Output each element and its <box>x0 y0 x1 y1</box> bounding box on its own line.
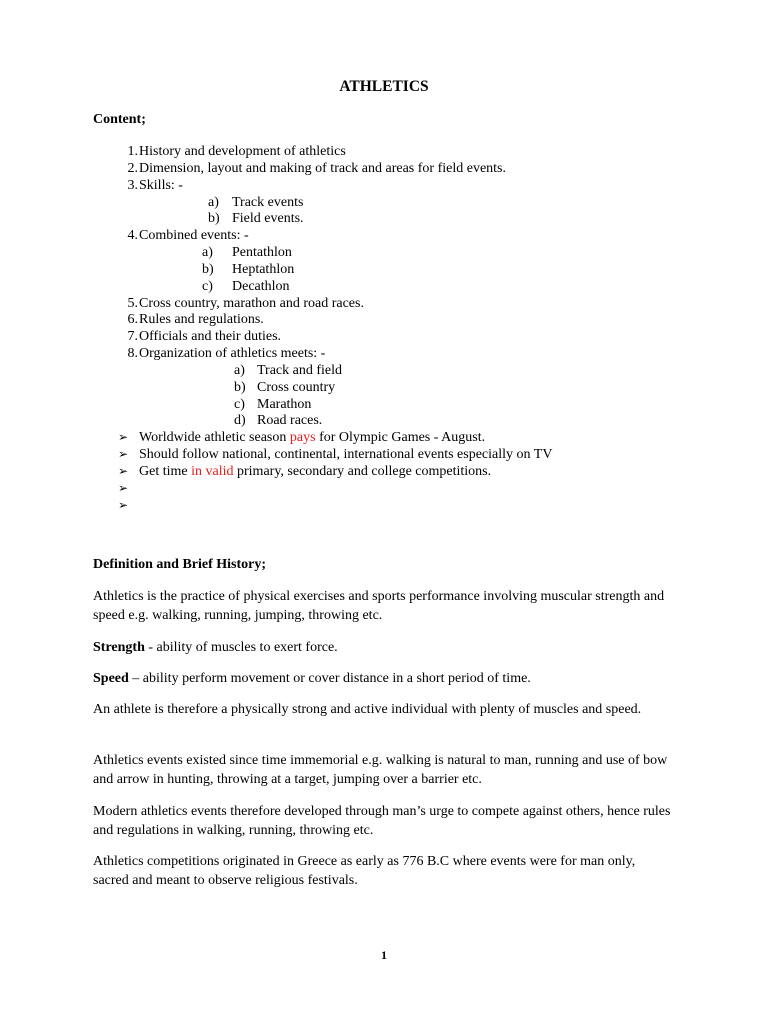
content-heading: Content; <box>93 112 146 127</box>
bullet-item <box>118 497 128 514</box>
paragraph: Strength - ability of muscles to exert force. <box>93 640 338 655</box>
sub-list-item: d) Road races. <box>234 413 323 428</box>
document-page: ATHLETICS Content; 1. History and development of athletics 2. Dimension, layout and making of track and areas for field events. 3. Skills: - a) Track events b) Field events. 4. Combined events: - a) Pentathlon b) Heptathlon c) Decathlon 5. Cross country, marathon and road races. 6. Rules and regulations. 7. Officials and their duties. 8. Organization of athletics meets: - a) Track and field b) Cross country c) Marathon d) Road races. ➢ Worldwide athletic season pays for Olympic Games - August. ➢ Should follow national, continental, international events especially on TV ➢ Get time in valid primary, secondary and college competitions. ➢ ➢ Definition and Brief History; Athletics is the practice of physical exercises and sports performance involving muscular strength and speed e.g. walking, running, jumping, throwing etc. Strength - ability of muscles to exert force. Speed – ability perform movement or cover distance in a short period of time. An athlete is therefore a physically strong and active individual with plenty of muscles and speed. Athletics events existed since time immemorial e.g. walking is natural to man, running and use of bow and arrow in hunting, throwing at a target, jumping over a barrier etc. Modern athletics events therefore developed through man’s urge to compete against others, hence rules and regulations in walking, running, throwing etc. Athletics competitions originated in Greece as early as 776 B.C where events were for man only, sacred and meant to observe religious festivals. 1 <box>0 0 768 1024</box>
paragraph: Athletics competitions originated in Greece as early as 776 B.C where events were for man only, sacred and meant to observe religious festivals. <box>93 854 636 888</box>
paragraph: Speed – ability perform movement or cover distance in a short period of time. <box>93 671 531 686</box>
arrow-bullet-icon: ➢ <box>118 464 129 478</box>
paragraph: Athletics is the practice of physical exercises and sports performance involving muscular strength and speed e.g. walking, running, jumping, throwing etc. <box>93 589 665 623</box>
sub-list-item: b) Cross country <box>234 380 336 395</box>
paragraph: Athletics events existed since time immemorial e.g. walking is natural to man, running and use of bow and arrow in hunting, throwing at a target, jumping over a barrier etc. <box>93 753 668 787</box>
arrow-bullet-icon: ➢ <box>118 430 129 444</box>
bullet-item: ➢ Get time in valid primary, secondary and college competitions. <box>118 464 492 479</box>
sub-list-item: a) Track and field <box>234 363 343 378</box>
paragraph: An athlete is therefore a physically strong and active individual with plenty of muscles and speed. <box>93 702 642 717</box>
page-number: 1 <box>381 948 387 962</box>
arrow-bullet-icon: ➢ <box>118 498 129 512</box>
definition-heading: Definition and Brief History; <box>93 557 267 572</box>
bullet-item <box>118 480 128 497</box>
sub-list-item: a) Track events <box>208 195 304 210</box>
bullet-item: ➢ Should follow national, continental, international events especially on TV <box>118 447 553 462</box>
sub-list-item: b) Field events. <box>208 211 304 226</box>
sub-list-item: b) Heptathlon <box>202 262 295 277</box>
arrow-bullet-icon: ➢ <box>118 481 129 495</box>
paragraph: Modern athletics events therefore developed through man’s urge to compete against others, hence rules and regulations in walking, running, throwing etc. <box>93 804 671 838</box>
document-title: ATHLETICS <box>339 78 429 95</box>
sub-list-item: a) Pentathlon <box>202 245 292 260</box>
arrow-bullet-icon: ➢ <box>118 447 129 461</box>
sub-list-item: c) Decathlon <box>202 279 290 294</box>
sub-list-item: c) Marathon <box>234 397 312 412</box>
bullet-item: ➢ Worldwide athletic season pays for Olympic Games - August. <box>118 430 486 445</box>
